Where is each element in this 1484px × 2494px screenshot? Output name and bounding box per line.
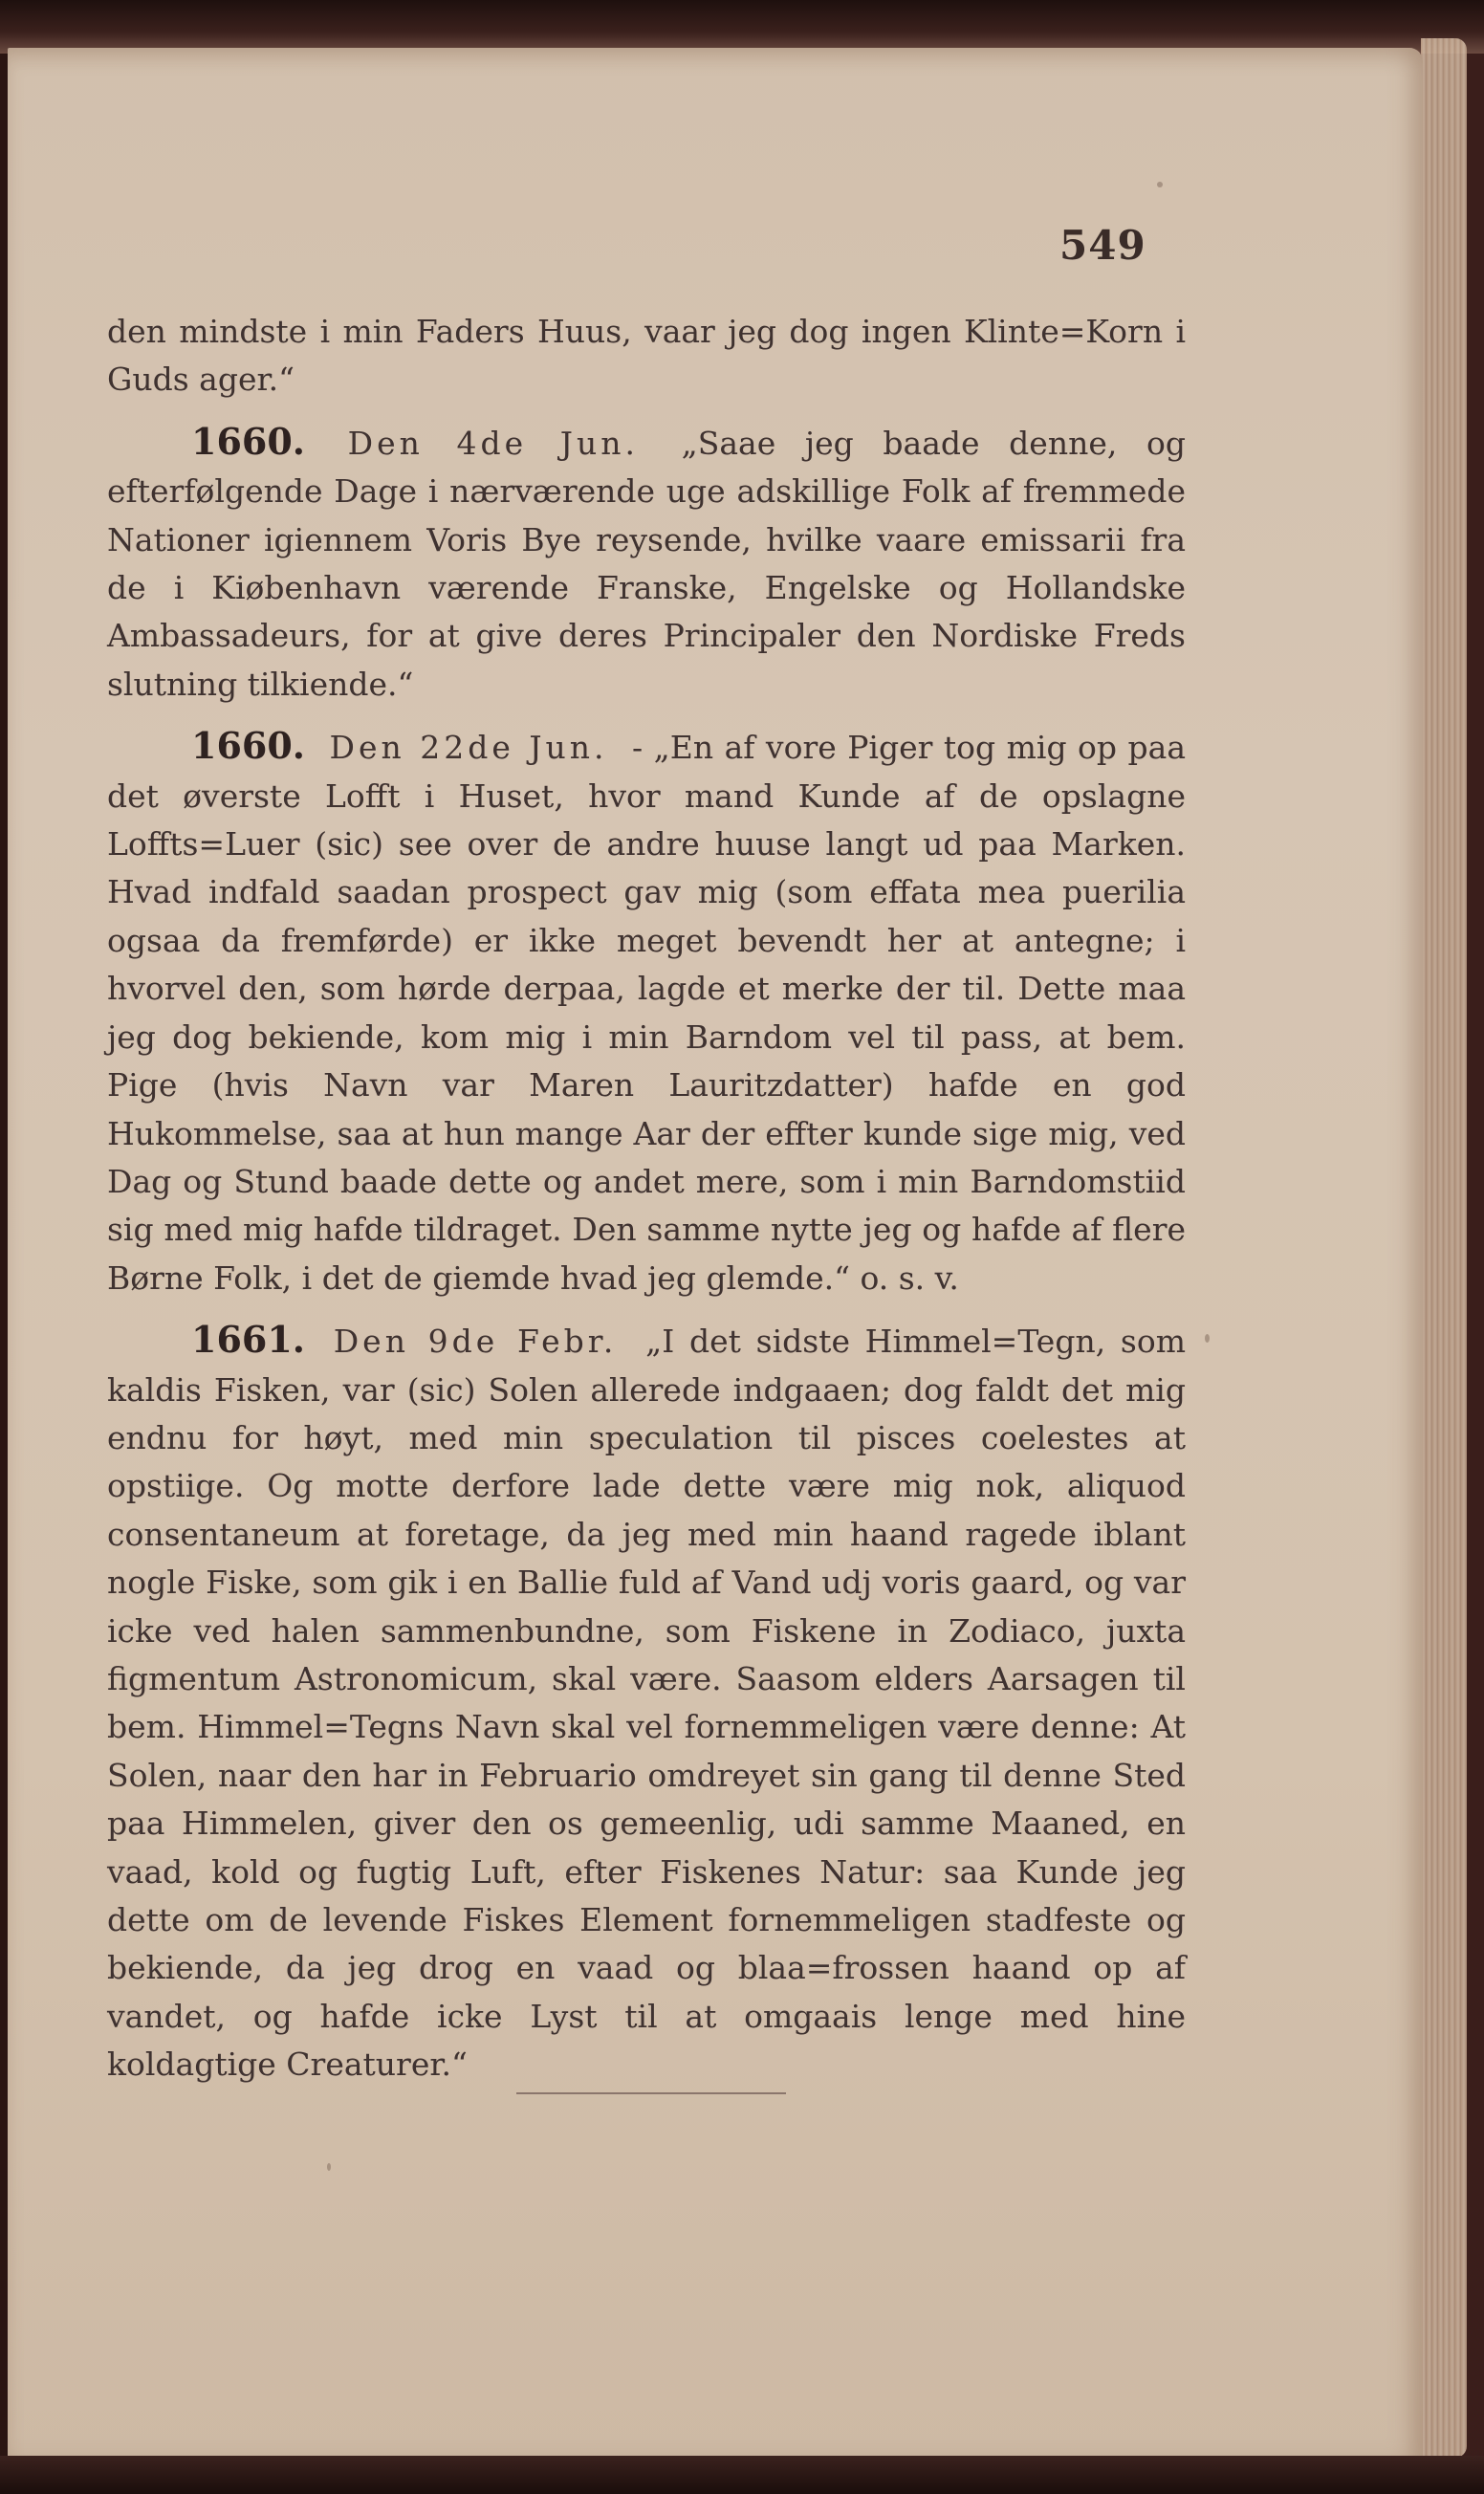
paper-speck xyxy=(1205,1334,1210,1343)
entry-2 xyxy=(107,722,1186,1302)
entry-year: 1661. xyxy=(191,1318,305,1362)
page-edges xyxy=(1421,38,1467,2458)
opening-paragraph: den mindste i min Faders Huus, vaar jeg dog ingen Klinte=Korn i Guds ager.“ xyxy=(107,313,1186,399)
entry-date: Den 4de Jun. xyxy=(347,424,640,462)
entry-text: „Saae jeg baade denne, og efterfølgende Dage i nærværende uge adskillige Folk af fremmede Nationer igiennem Voris Bye reysende, hvilke vaare emissarii fra de i Kiøbenhavn værende Franske, Engelske og Hollandske Ambassadeurs, for at give deres Principaler den Nordiske Freds slutning tilkiende.“ xyxy=(107,424,1186,703)
entry-1 xyxy=(107,418,1186,709)
entry-text: „I det sidste Himmel=Tegn, som kaldis Fisken, var (sic) Solen allerede indgaaen; dog faldt det mig endnu for høyt, med min speculation til pisces coelestes at opstiige. Og motte derfore lade dette være mig nok, aliquod consentaneum at foretage, da jeg med min haand ragede iblant nogle Fiske, som gik i en Ballie fuld af Vand udj voris gaard, og var icke ved halen sammenbundne, som Fiskene in Zodiaco, juxta figmentum Astronomicum, skal være. Saasom elders Aarsagen til bem. Himmel=Tegns Navn skal vel fornemmeligen være denne: At Solen, naar den har in Februario omdreyet sin gang til denne Sted paa Himmelen, giver den os gemeenlig, udi samme Maaned, en vaad, kold og fugtig Luft, efter Fiskenes Natur: saa Kunde jeg dette om de levende Fiskes Element fornemmeligen stadfeste og bekiende, da jeg drog en vaad og blaa=frossen haand op af vandet, og hafde icke Lyst til at omgaais lenge med hine koldagtige Creaturer.“ xyxy=(107,1323,1186,2084)
entry-date: Den 9de Febr. xyxy=(333,1323,618,1361)
book-bottom-edge xyxy=(0,2456,1484,2494)
book-top-edge xyxy=(0,0,1484,54)
entry-date: Den 22de Jun. xyxy=(329,729,608,767)
paper-speck xyxy=(327,2163,331,2171)
entry-3 xyxy=(107,1316,1186,2089)
entry-text: - „En af vore Piger tog mig op paa det øverste Lofft i Huset, hvor mand Kunde af de opslagne Loffts=Luer (sic) see over de andre huuse langt ud paa Marken. Hvad indfald saadan prospect gav mig (som effata mea puerilia ogsaa da fremførde) er ikke meget bevendt her at antegne; i hvorvel den, som hørde derpaa, lagde et merke der til. Dette maa jeg dog bekiende, kom mig i min Barndom vel til pass, at bem. Pige (hvis Navn var Maren Lauritzdatter) hafde en god Hukommelse, saa at hun mange Aar der effter kunde sige mig, ved Dag og Stund baade dette og andet mere, som i min Barndomstiid sig med mig hafde tildraget. Den samme nytte jeg og hafde af flere Børne Folk, i det de giemde hvad jeg glemde.“ o. s. v. xyxy=(107,729,1186,1297)
page-text xyxy=(107,308,1186,2089)
entry-year: 1660. xyxy=(191,419,305,463)
end-rule xyxy=(516,2092,786,2094)
entry-year: 1660. xyxy=(191,724,305,768)
paper-speck xyxy=(1157,182,1163,187)
page-number: 549 xyxy=(1059,222,1146,269)
